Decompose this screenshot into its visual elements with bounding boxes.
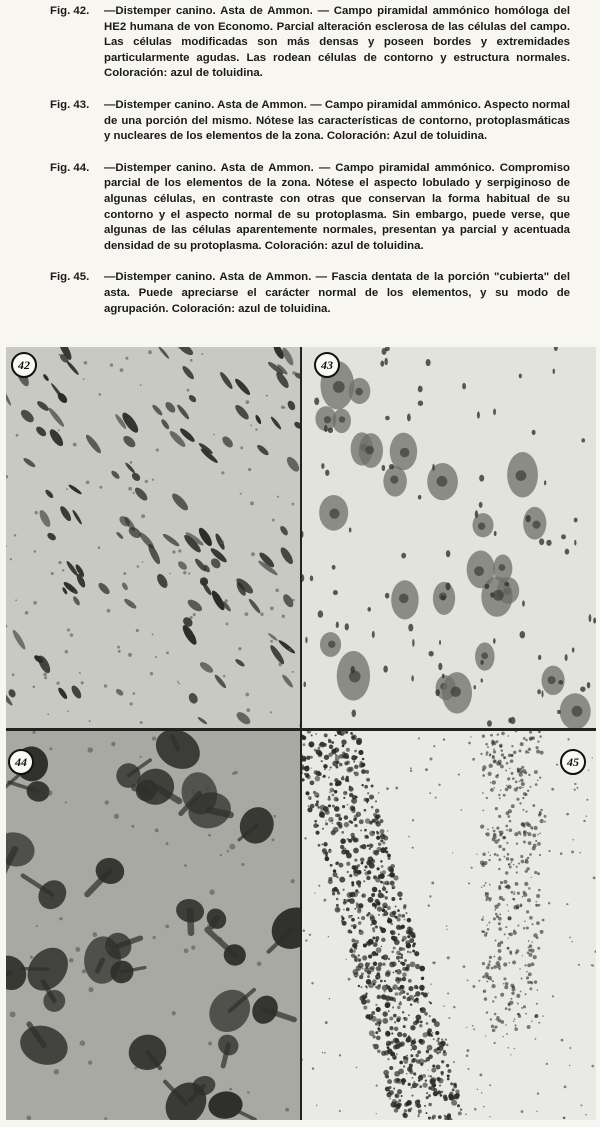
caption-fig-45 <box>50 270 570 317</box>
micrograph-42-image <box>6 347 300 728</box>
figure-number-badge: 42 <box>11 352 37 378</box>
caption-label: Fig. 43. <box>50 98 90 111</box>
micrograph-fig-45 <box>302 731 596 1120</box>
caption-fig-42 <box>50 4 570 82</box>
caption-text: —Distemper canino. Asta de Ammon. — Campo piramidal ammónico homóloga del HE2 humana de von Economo. Parcial alteración esclerosa de las células del campo. Las células modificadas son más densas y poseen bordes y extremidades particularmente agudas. Las rodean células de contorno y estructura normales. Coloración: azul de toluidina. <box>104 5 570 80</box>
caption-label: Fig. 45. <box>50 271 90 284</box>
caption-label: Fig. 44. <box>50 161 90 174</box>
figure-captions <box>50 4 570 333</box>
caption-label: Fig. 42. <box>50 5 90 17</box>
micrograph-fig-43 <box>302 347 596 728</box>
figure-number-badge: 45 <box>560 749 586 775</box>
micrograph-44-image <box>6 731 300 1120</box>
micrograph-plate-grid <box>6 347 596 1120</box>
micrograph-fig-44 <box>6 731 300 1120</box>
caption-fig-43 <box>50 98 570 145</box>
caption-fig-44 <box>50 161 570 255</box>
figure-number-badge: 43 <box>314 352 340 378</box>
micrograph-fig-42 <box>6 347 300 728</box>
micrograph-43-image <box>302 347 596 728</box>
micrograph-45-image <box>302 731 596 1120</box>
figure-number-badge: 44 <box>8 749 34 775</box>
caption-text: —Distemper canino. Asta de Ammon. — Campo piramidal ammónico. Aspecto normal de una porción del mismo. Nótese las características de contorno, protoplasmáticas y nucleares de los elementos de la zona. Coloración: Azul de toluidina. <box>104 98 570 143</box>
caption-text: —Distemper canino. Asta de Ammon. — Campo piramidal ammónico. Compromiso parcial de los elementos de la zona. Nótese el aspecto lobulado y serpiginoso de algunas células, en contraste con otras que conservan la forma habitual de su contorno y el aspecto normal de su protoplasma. Sin embargo, puede verse, que algunas de las células aparentemente normales, presentan ya parcial y acentuada densidad de su protoplasma. Coloración: azul de toluidina. <box>104 161 570 252</box>
caption-text: —Distemper canino. Asta de Ammon. — Fascia dentata de la porción "cubierta" del asta. Puede apreciarse el carácter normal de los elementos, y su modo de agrupación. Coloración: azul de toluidina. <box>104 271 570 315</box>
